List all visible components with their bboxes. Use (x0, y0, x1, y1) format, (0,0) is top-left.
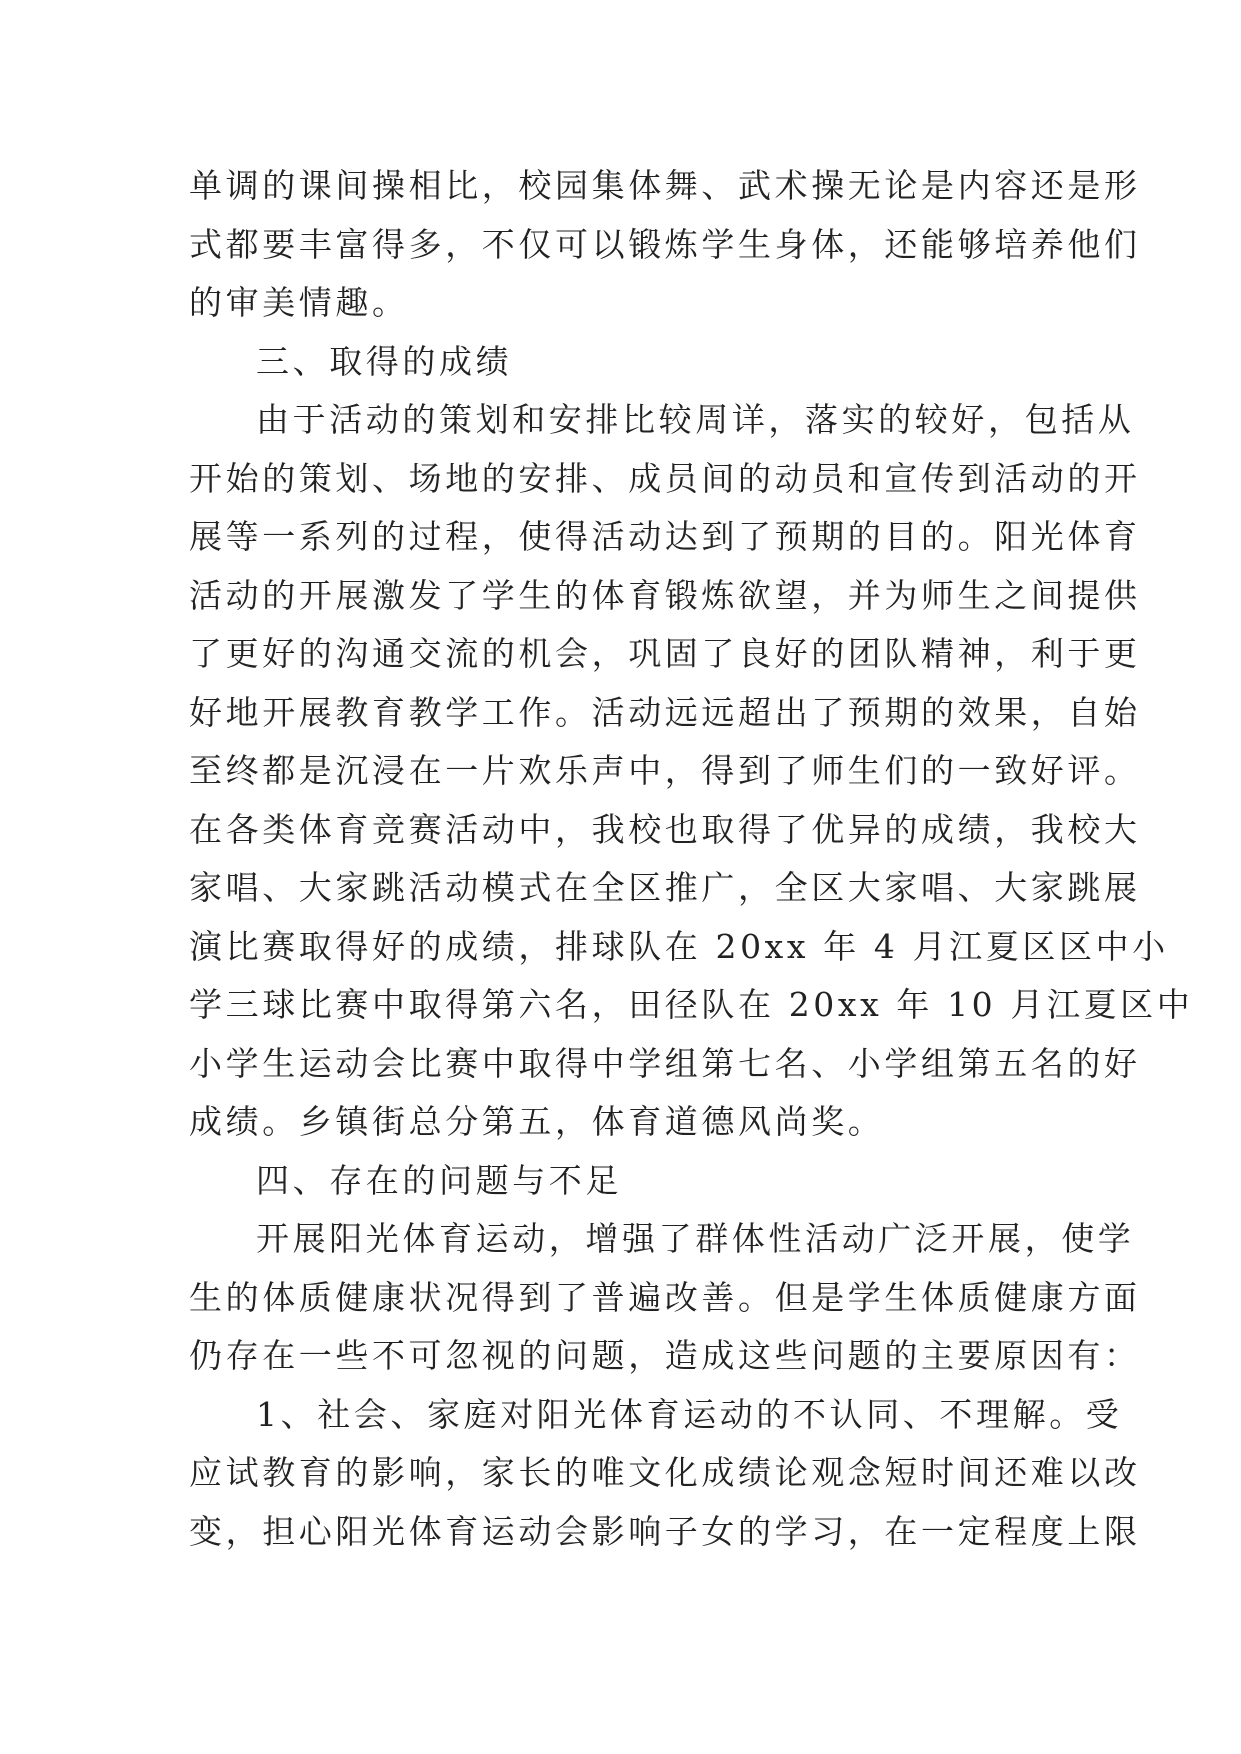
text-line: 应试教育的影响，家长的唯文化成绩论观念短时间还难以改 (189, 1453, 1141, 1492)
text-line: 小学生运动会比赛中取得中学组第七名、小学组第五名的好 (189, 1043, 1141, 1083)
text-line: 生的体质健康状况得到了普遍改善。但是学生体质健康方面 (189, 1277, 1141, 1317)
text-line: 的审美情趣。 (189, 283, 409, 322)
text-line: 至终都是沉浸在一片欢乐声中，得到了师生们的一致好评。 (189, 751, 1141, 790)
text-line: 四、存在的问题与不足 (256, 1160, 622, 1200)
text-line: 由于活动的策划和安排比较周详，落实的较好，包括从 (256, 400, 1135, 439)
text-line: 学三球比赛中取得第六名，田径队在 20xx 年 10 月江夏区中 (189, 985, 1194, 1024)
text-line: 单调的课间操相比，校园集体舞、武术操无论是内容还是形 (189, 166, 1141, 205)
text-line: 开始的策划、场地的安排、成员间的动员和宣传到活动的开 (189, 458, 1141, 498)
text-line: 仍存在一些不可忽视的问题，造成这些问题的主要原因有： (189, 1336, 1141, 1375)
text-line: 三、取得的成绩 (256, 341, 513, 381)
text-line: 展等一系列的过程，使得活动达到了预期的目的。阳光体育 (189, 517, 1141, 556)
text-line: 演比赛取得好的成绩，排球队在 20xx 年 4 月江夏区区中小 (189, 926, 1169, 966)
text-line: 在各类体育竞赛活动中，我校也取得了优异的成绩，我校大 (189, 809, 1141, 849)
text-line: 好地开展教育教学工作。活动远远超出了预期的效果，自始 (189, 692, 1141, 732)
text-line: 1、社会、家庭对阳光体育运动的不认同、不理解。受 (256, 1394, 1123, 1434)
text-line: 了更好的沟通交流的机会，巩固了良好的团队精神，利于更 (189, 634, 1141, 673)
text-line: 家唱、大家跳活动模式在全区推广，全区大家唱、大家跳展 (189, 868, 1141, 907)
text-line: 成绩。乡镇街总分第五，体育道德风尚奖。 (189, 1102, 885, 1141)
text-line: 变，担心阳光体育运动会影响子女的学习，在一定程度上限 (189, 1511, 1141, 1551)
text-line: 活动的开展激发了学生的体育锻炼欲望，并为师生之间提供 (189, 575, 1141, 615)
text-line: 式都要丰富得多，不仅可以锻炼学生身体，还能够培养他们 (189, 224, 1141, 264)
text-line: 开展阳光体育运动，增强了群体性活动广泛开展，使学 (256, 1219, 1135, 1258)
body-text (189, 157, 1194, 1561)
